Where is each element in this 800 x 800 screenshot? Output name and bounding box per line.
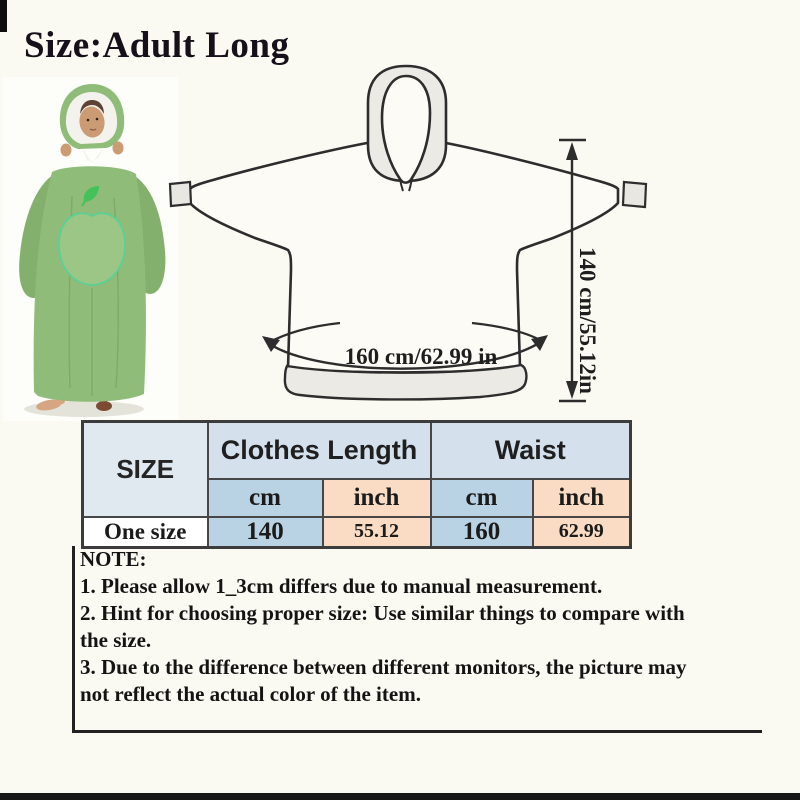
waist-measurement-label: 160 cm/62.99 in (344, 344, 498, 369)
waist-cm-value: 160 (431, 517, 533, 548)
note-item-3-line-2: not reflect the actual color of the item. (80, 682, 421, 706)
size-value: One size (83, 517, 208, 548)
col-header-waist: Waist (431, 422, 631, 479)
notes-section (72, 546, 762, 733)
unit-header-length-inch: inch (323, 479, 431, 517)
note-item-2-line-1: 2. Hint for choosing proper size: Use similar things to compare with (80, 601, 685, 625)
left-hand (61, 144, 72, 157)
note-item-1: 1. Please allow 1_3cm differs due to manual measurement. (80, 574, 603, 598)
unit-header-waist-cm: cm (431, 479, 533, 517)
length-measurement-label: 140 cm/55.12in (575, 247, 600, 394)
note-item-3-line-1: 3. Due to the difference between different monitors, the picture may (80, 655, 687, 679)
bottom-edge-mark (0, 793, 800, 800)
apple-pocket (59, 213, 125, 285)
length-cm-value: 140 (208, 517, 323, 548)
unit-header-length-cm: cm (208, 479, 323, 517)
notes-heading: NOTE: (80, 547, 147, 571)
unit-header-waist-inch: inch (533, 479, 631, 517)
table-row (83, 517, 631, 548)
size-chart-table (81, 420, 632, 549)
col-header-clothes-length: Clothes Length (208, 422, 431, 479)
note-item-2-line-2: the size. (80, 628, 152, 652)
left-cuff (170, 182, 191, 206)
page-title: Size:Adult Long (24, 25, 290, 66)
col-header-size: SIZE (83, 422, 208, 517)
length-inch-value: 55.12 (323, 517, 431, 548)
right-hand (113, 142, 124, 155)
waist-inch-value: 62.99 (533, 517, 631, 548)
measurement-diagram (150, 50, 670, 420)
right-cuff (623, 182, 646, 207)
top-left-edge-mark (0, 0, 7, 32)
